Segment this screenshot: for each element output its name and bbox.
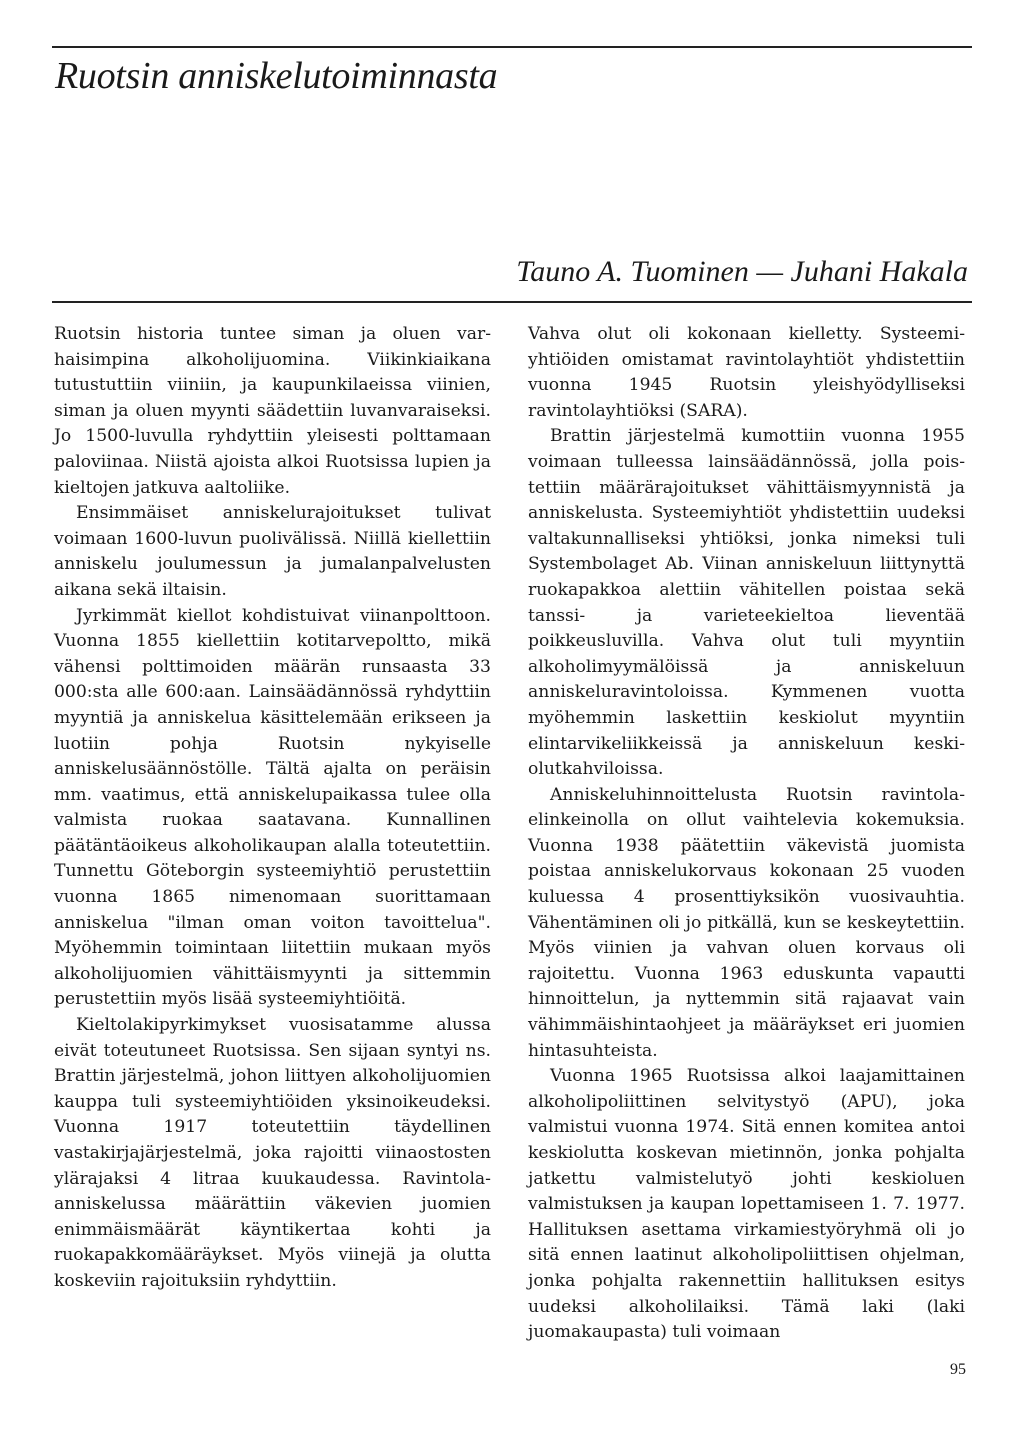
paragraph: Vuonna 1965 Ruotsissa alkoi laajamittainen alkoholipoliittinen selvitystyö (APU), joka valmistui vuonna 1974. Sitä ennen komitea antoi keskiolutta koskevan mietinnön, jonka pohjalta jatkettu valmistelutyö johti keskioluen valmistuksen ja kaupan lopettamiseen 1. 7. 1977. Hallituksen asettama virkamiestyöryhmä oli jo sitä ennen laatinut alkoholipoliittisen ohjelman, jonka pohjalta rakennettiin hallituksen esitys uudeksi alkoholilaiksi. Tämä laki (laki juomakaupasta) tuli voimaan <box>528 1066 965 1343</box>
paragraph: Jyrkimmät kiellot kohdistuivat viinanpolttoon. Vuonna 1855 kiellettiin kotitarvepoltto, mikä vähensi polttimoiden määrän runsaasta 33 000:sta alle 600:aan. Lainsäädännössä ryhdyttiin myyntiä ja anniskelua käsittelemään erikseen ja luotiin pohja Ruotsin nykyiselle anniskelusäännöstölle. Tältä ajalta on peräisin mm. vaatimus, että anniskelupaikassa tulee olla valmista ruokaa saatavana. Kunnallinen päätäntäoikeus alkoholikaupan alalla toteutettiin. Tunnettu Göteborgin systeemiyhtiö perustettiin vuonna 1865 nimenomaan suorittamaan anniskelua "ilman oman voiton tavoittelua". Myöhemmin toimintaan liitettiin mukaan myös alkoholijuomien vähittäismyynti ja sittemmin perustettiin myös lisää systeemiyhtiöitä. <box>54 605 491 1010</box>
paragraph: Vahva olut oli kokonaan kielletty. Systeemiyhtiöiden omistamat ravintolayhtiöt yhdistettiin vuonna 1945 Ruotsin yleishyödylliseksi ravintolayhtiöksi (SARA). <box>528 324 965 421</box>
left-column <box>54 322 491 1295</box>
top-rule <box>52 46 972 48</box>
paragraph: Ensimmäiset anniskelurajoitukset tulivat voimaan 1600-luvun puolivälissä. Niillä kiellettiin anniskelu joulumessun ja jumalanpalvelusten aikana sekä iltaisin. <box>54 503 491 600</box>
paragraph: Brattin järjestelmä kumottiin vuonna 1955 voimaan tulleessa lainsäädännössä, jolla poistettiin määrärajoitukset vähittäismyynnistä ja anniskelusta. Systeemiyhtiöt yhdistettiin uudeksi valtakunnalliseksi yhtiöksi, jonka nimeksi tuli Systembolaget Ab. Viinan anniskeluun liittynyttä ruokapakkoa alettiin vähitellen poistaa sekä tanssi- ja varieteekieltoa lieventää poikkeusluvilla. Vahva olut tuli myyntiin alkoholimyymälöissä ja anniskeluun anniskeluravintoloissa. Kymmenen vuotta myöhemmin laskettiin keskiolut myyntiin elintarvikeliikkeissä ja anniskeluun keskiolutkahviloissa. <box>528 426 965 780</box>
article-authors: Tauno A. Tuominen — Juhani Hakala <box>516 255 968 288</box>
page-number: 95 <box>950 1361 966 1378</box>
right-column <box>528 322 965 1346</box>
article-title: Ruotsin anniskelutoiminnasta <box>55 55 498 97</box>
paragraph: Ruotsin historia tuntee siman ja oluen varhaisimpina alkoholijuomina. Viikinkiaikana tutustuttiin viiniin, ja kaupunkilaeissa viinien, siman ja oluen myynti säädettiin luvanvaraiseksi. Jo 1500-luvulla ryhdyttiin yleisesti polttamaan paloviinaa. Niistä ajoista alkoi Ruotsissa lupien ja kieltojen jatkuva aaltoliike. <box>54 324 491 498</box>
paragraph: Kieltolakipyrkimykset vuosisatamme alussa eivät toteutuneet Ruotsissa. Sen sijaan syntyi ns. Brattin järjestelmä, johon liittyen alkoholijuomien kauppa tuli systeemiyhtiöiden yksinoikeudeksi. Vuonna 1917 toteutettiin täydellinen vastakirjajärjestelmä, joka rajoitti viinaostosten ylärajaksi 4 litraa kuukaudessa. Ravintola-anniskelussa määrättiin väkevien juomien enimmäismäärät käyntikertaa kohti ja ruokapakkomääräykset. Myös viinejä ja olutta koskeviin rajoituksiin ryhdyttiin. <box>54 1015 491 1291</box>
paragraph: Anniskeluhinnoittelusta Ruotsin ravintolaelinkeinolla on ollut vaihtelevia kokemuksia. Vuonna 1938 päätettiin väkevistä juomista poistaa anniskelukorvaus kokonaan 25 vuoden kuluessa 4 prosenttiyksikön vuosivauhtia. Vähentäminen oli jo pitkällä, kun se keskeytettiin. Myös viinien ja vahvan oluen korvaus oli rajoitettu. Vuonna 1963 eduskunta vapautti hinnoittelun, ja nyttemmin sitä rajaavat vain vähimmäishintaohjeet ja määräykset eri juomien hintasuhteista. <box>528 784 965 1061</box>
header-rule <box>52 301 972 303</box>
